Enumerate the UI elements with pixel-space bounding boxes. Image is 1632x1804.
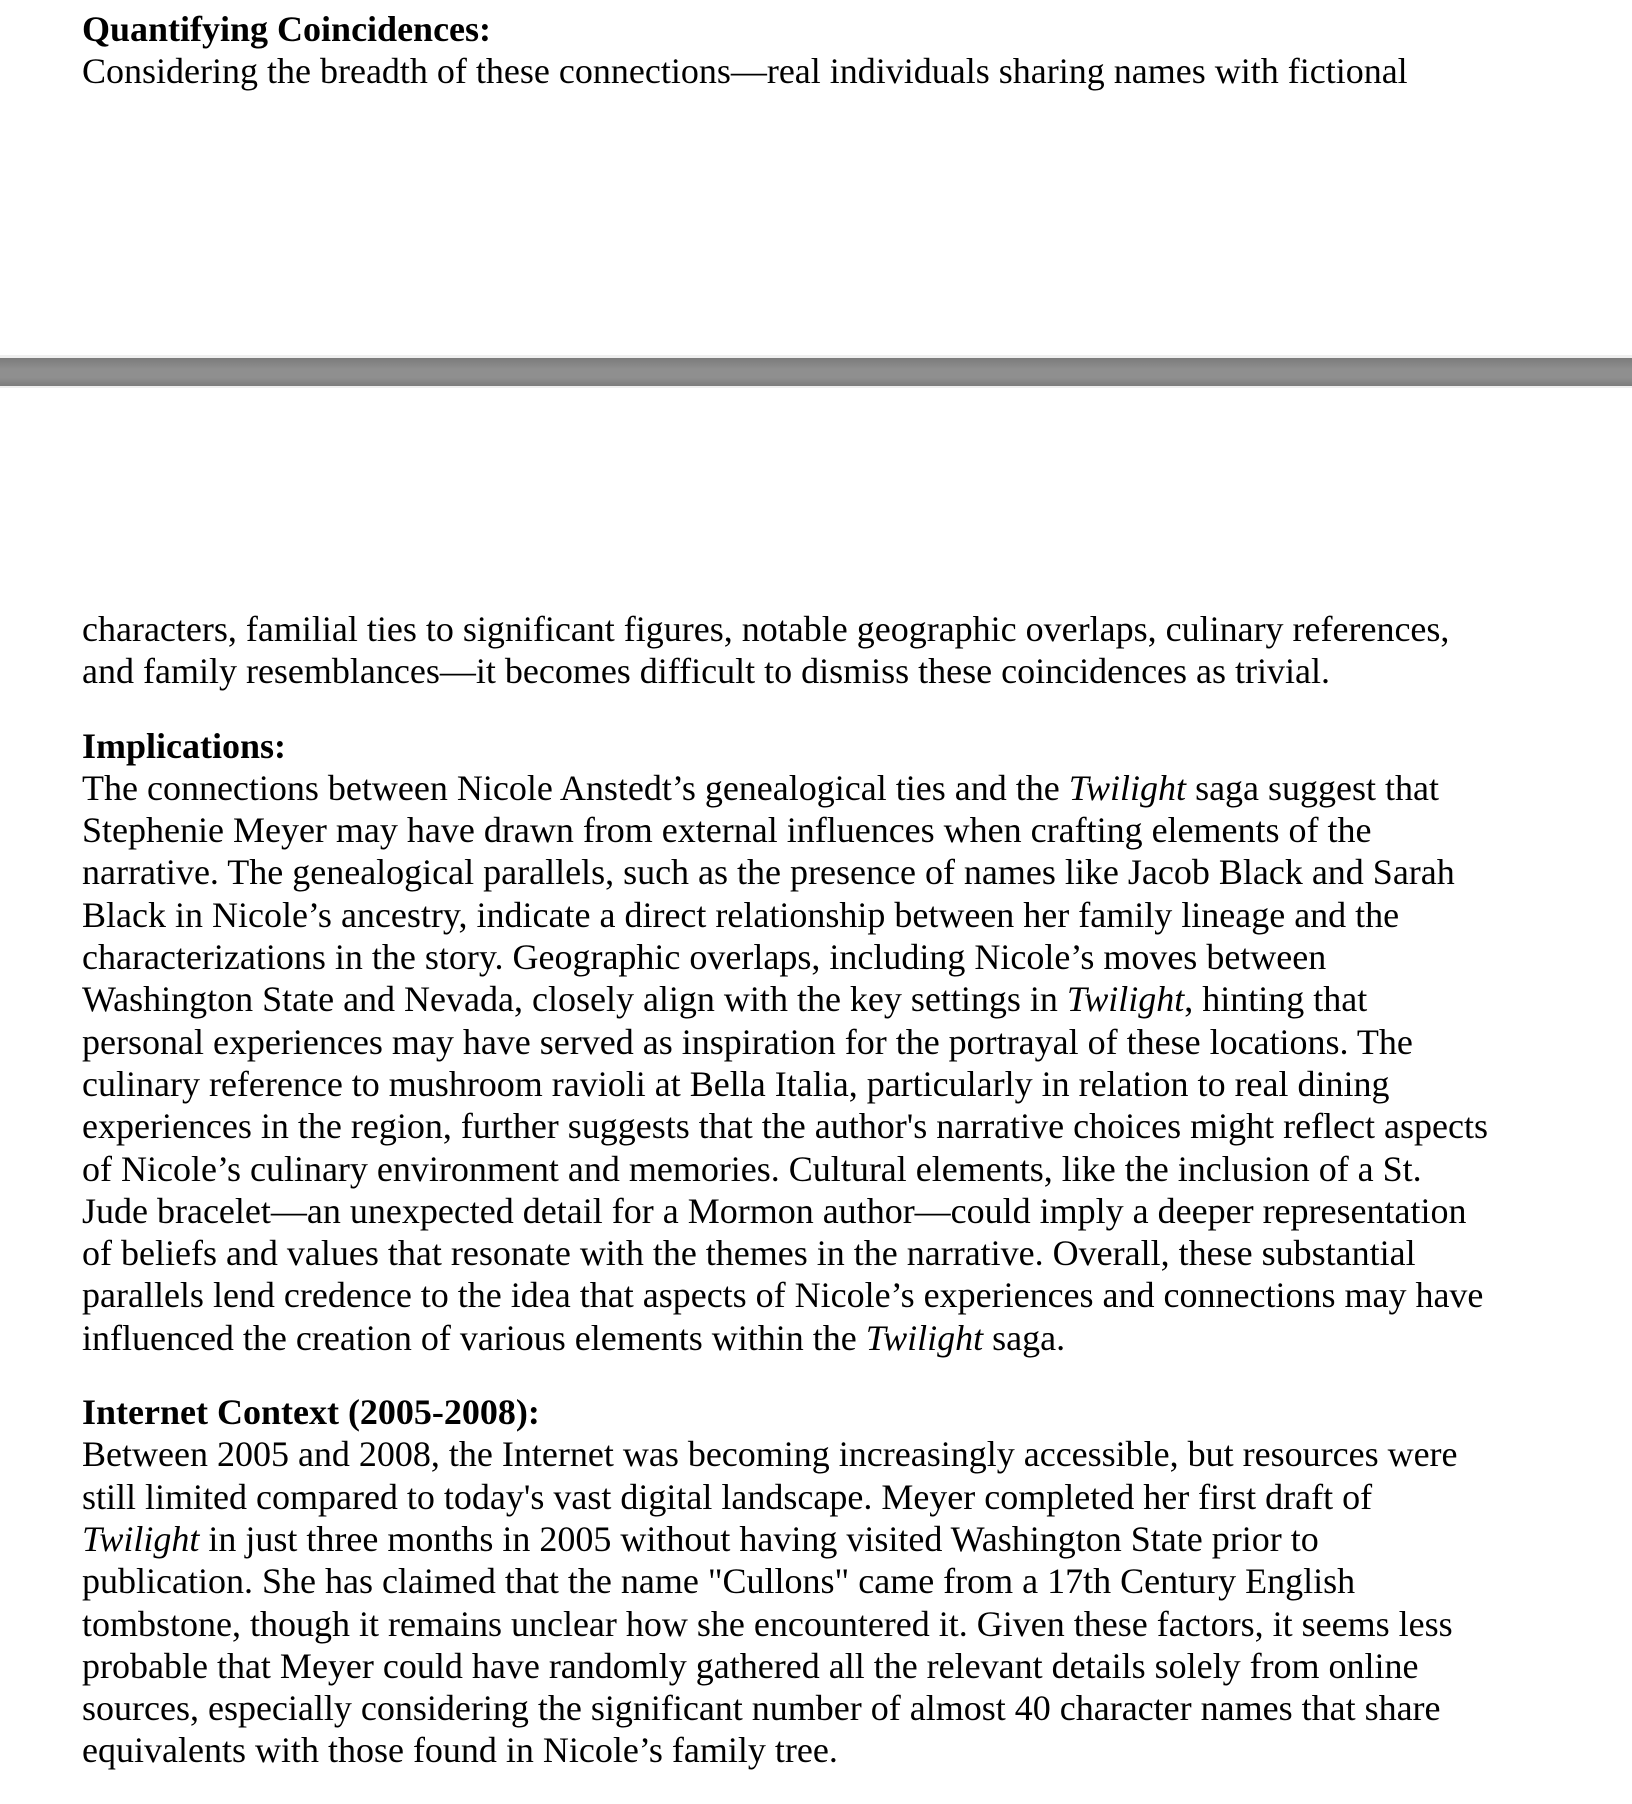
- section-heading-quantifying: Quantifying Coincidences:: [82, 9, 492, 49]
- implications-section: [82, 725, 1562, 1359]
- paragraph-line: Between 2005 and 2008, the Internet was becoming increasingly accessible, but resources were: [82, 1434, 1458, 1475]
- paragraph-line: of beliefs and values that resonate with the themes in the narrative. Overall, these substantial: [82, 1233, 1416, 1274]
- paragraph-line: Twilight in just three months in 2005 without having visited Washington State prior to: [82, 1518, 1319, 1559]
- paragraph-line: narrative. The genealogical parallels, such as the presence of names like Jacob Black and Sarah: [82, 852, 1455, 893]
- section-heading-internet-context: Internet Context (2005-2008):: [82, 1392, 540, 1433]
- page-1: [0, 0, 1632, 356]
- paragraph-line: Jude bracelet—an unexpected detail for a Mormon author—could imply a deeper representation: [82, 1190, 1467, 1231]
- paragraph-line: publication. She has claimed that the name "Cullons" came from a 17th Century English: [82, 1561, 1356, 1602]
- paragraph-line: Black in Nicole’s ancestry, indicate a direct relationship between her family lineage and the: [82, 894, 1400, 935]
- paragraph-line: The connections between Nicole Anstedt’s genealogical ties and the Twilight saga suggest that: [82, 767, 1440, 808]
- page-2-content: [82, 608, 1562, 1804]
- paragraph-line: equivalents with those found in Nicole’s family tree.: [82, 1730, 838, 1771]
- paragraph-line: Washington State and Nevada, closely align with the key settings in Twilight, hinting that: [82, 979, 1368, 1020]
- page-2: [0, 388, 1632, 1800]
- paragraph-line: culinary reference to mushroom ravioli at Bella Italia, particularly in relation to real dining: [82, 1063, 1390, 1104]
- paragraph-line: Stephenie Meyer may have drawn from external influences when crafting elements of the: [82, 810, 1372, 851]
- paragraph-line: of Nicole’s culinary environment and memories. Cultural elements, like the inclusion of a St.: [82, 1148, 1422, 1189]
- page-break-divider: [0, 355, 1632, 388]
- page-break-bar: [0, 358, 1632, 386]
- paragraph-line: characters, familial ties to significant figures, notable geographic overlaps, culinary references,: [82, 609, 1450, 649]
- italic-title: Twilight: [1068, 767, 1187, 808]
- paragraph-line: parallels lend credence to the idea that aspects of Nicole’s experiences and connections may have: [82, 1275, 1484, 1316]
- italic-title: Twilight: [82, 1518, 200, 1559]
- section-heading-implications: Implications:: [82, 725, 287, 766]
- quantifying-continuation: [82, 608, 1562, 693]
- paragraph-line: Considering the breadth of these connections—real individuals sharing names with fictional: [82, 51, 1408, 92]
- paragraph-line: still limited compared to today's vast digital landscape. Meyer completed her first draft of: [82, 1476, 1373, 1517]
- paragraph-line: sources, especially considering the significant number of almost 40 character names that share: [82, 1688, 1441, 1729]
- paragraph-line: characterizations in the story. Geographic overlaps, including Nicole’s moves between: [82, 937, 1327, 978]
- paragraph-line: probable that Meyer could have randomly gathered all the relevant details solely from online: [82, 1645, 1419, 1686]
- paragraph-line: and family resemblances—it becomes difficult to dismiss these coincidences as trivial.: [82, 651, 1330, 692]
- italic-title: Twilight: [1066, 979, 1185, 1020]
- paragraph-line: influenced the creation of various elements within the Twilight saga.: [82, 1317, 1066, 1358]
- implications-paragraph: [82, 767, 1562, 1359]
- internet-context-section: [82, 1391, 1562, 1772]
- quantifying-section: [82, 8, 1562, 93]
- internet-context-paragraph: [82, 1433, 1562, 1771]
- paragraph-line: personal experiences may have served as inspiration for the portrayal of these locations. The: [82, 1021, 1413, 1062]
- italic-title: Twilight: [865, 1317, 984, 1358]
- paragraph-line: experiences in the region, further suggests that the author's narrative choices might reflect aspects: [82, 1106, 1488, 1147]
- paragraph-line: tombstone, though it remains unclear how she encountered it. Given these factors, it seems less: [82, 1603, 1453, 1644]
